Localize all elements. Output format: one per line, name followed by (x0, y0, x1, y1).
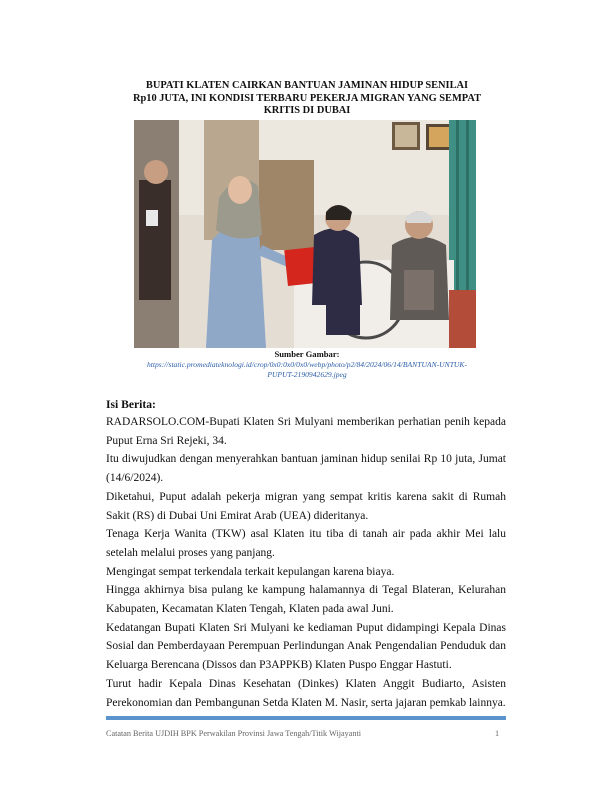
body-paragraph: Itu diwujudkan dengan menyerahkan bantuan jaminan hidup senilai Rp 10 juta, Jumat (14/6/2024). (106, 453, 506, 485)
body-paragraph: Kedatangan Bupati Klaten Sri Mulyani ke kediaman Puput didampingi Kepala Dinas Sosial dan Pemberdayaan Perempuan Perlindungan Anak Pengendalian Penduduk dan Keluarga Berencana (Dissos dan P3APPKB) Klaten Puspo Enggar Hastuti. (106, 621, 506, 672)
body-paragraph: Turut hadir Kepala Dinas Kesehatan (Dinkes) Klaten Anggit Budiarto, Asisten Perekonomian dan Pembangunan Setda Klaten M. Nasir, serta jajaran pemkab lainnya. (106, 677, 506, 709)
photo-illustration (134, 120, 476, 348)
title-line-2: Rp10 JUTA, INI KONDISI TERBARU PEKERJA MIGRAN YANG SEMPAT (132, 92, 482, 104)
body-paragraph: Mengingat sempat terkendala terkait kepulangan karena biaya. (106, 565, 395, 578)
title-line-3: KRITIS DI DUBAI (263, 105, 351, 117)
body-paragraph: RADARSOLO.COM-Bupati Klaten Sri Mulyani memberikan perhatian penih kepada Puput Erna Sri Rejeki, 34. (106, 416, 506, 447)
body-paragraph: Diketahui, Puput adalah pekerja migran yang sempat kritis karena sakit di Rumah Sakit (RS) di Dubai Uni Emirat Arab (UEA) dideritanya. (106, 490, 506, 522)
image-source-label: Sumber Gambar: (274, 349, 340, 359)
article-body (106, 413, 506, 712)
title-line-1: BUPATI KLATEN CAIRKAN BANTUAN JAMINAN HIDUP SENILAI (145, 80, 469, 91)
body-paragraph: Hingga akhirnya bisa pulang ke kampung halamannya di Tegal Blateran, Kelurahan Kabupaten, Kecamatan Klaten Tengah, Klaten pada awal Juni. (106, 584, 506, 616)
image-source-url[interactable] (108, 360, 506, 380)
news-photo (134, 120, 476, 348)
image-source-url-line-2[interactable]: PUPUT-2190942629.jpeg (267, 370, 347, 379)
footer-text: Catatan Berita UJDIH BPK Perwakilan Provinsi Jawa Tengah/Titik Wijayanti (106, 729, 362, 738)
section-heading: Isi Berita: (106, 398, 156, 411)
image-source-url-line-1[interactable]: https://static.promediateknologi.id/crop/0x0:0x0/0x0/webp/photo/p2/84/2024/06/14/BANTUAN-UNTUK- (146, 360, 468, 369)
article-title (108, 80, 506, 118)
body-paragraph: Tenaga Kerja Wanita (TKW) asal Klaten itu tiba di tanah air pada akhir Mei lalu setelah melalui proses yang panjang. (106, 528, 506, 559)
page-number: 1 (495, 729, 500, 738)
footer-divider (106, 716, 506, 720)
